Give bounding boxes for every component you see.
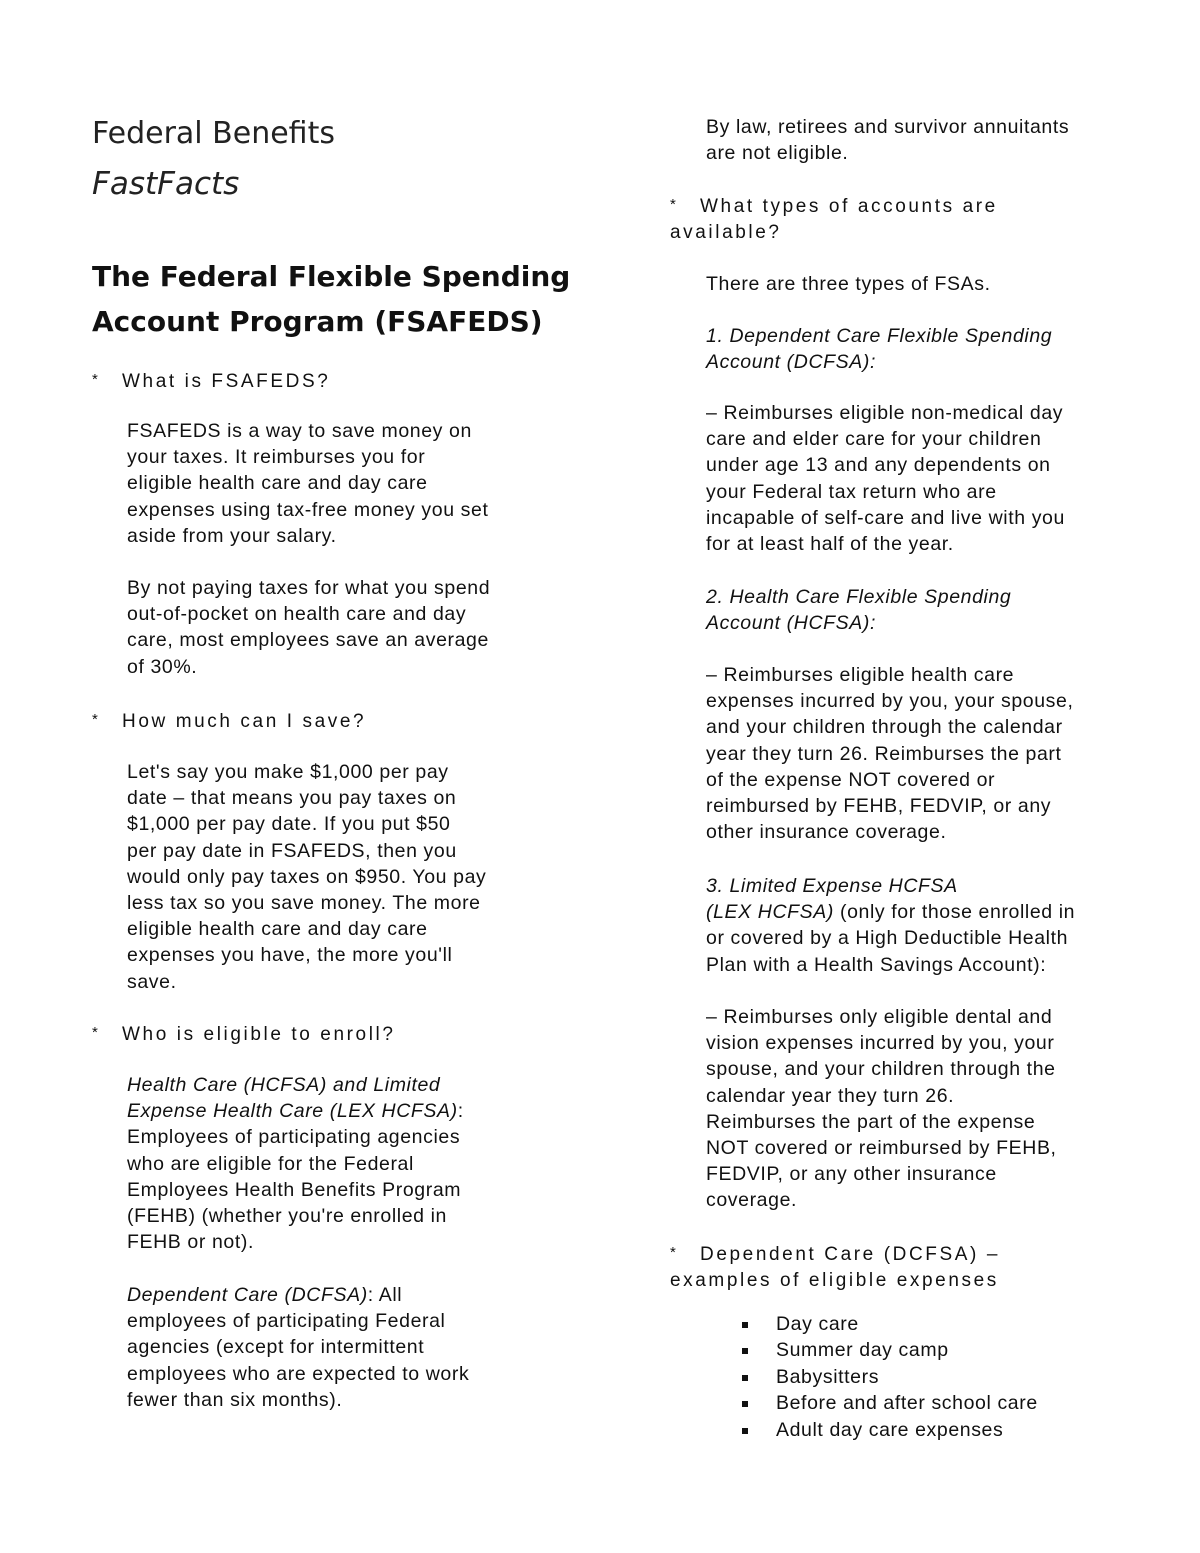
text-line: year they turn 26. Reimburses the part <box>706 742 1062 765</box>
text-line: Expense Health Care (LEX HCFSA) <box>127 1100 458 1123</box>
question-text: How much can I save? <box>122 711 367 732</box>
text-line: expenses using tax-free money you set <box>127 498 489 521</box>
text-line: By law, retirees and survivor annuitants <box>706 116 1070 138</box>
text-line: Employees of participating agencies <box>127 1126 461 1149</box>
text-line: less tax so you save money. The more <box>127 892 481 915</box>
text-line: for at least half of the year. <box>706 533 954 556</box>
text-line: or covered by a High Deductible Health <box>706 927 1069 950</box>
question-who-eligible <box>92 1020 396 1048</box>
document-title-line-2: Account Program (FSAFEDS) <box>92 305 543 338</box>
question-bullet: * <box>92 711 98 728</box>
text-line: – Reimburses eligible health care <box>706 664 1015 686</box>
text-line: of the expense NOT covered or <box>706 768 996 791</box>
text-line: Health Care (HCFSA) and Limited <box>127 1074 441 1096</box>
text-line: There are three types of FSAs. <box>706 273 991 295</box>
text-line: 1. Dependent Care Flexible Spending <box>706 325 1053 347</box>
text-line: spouse, and your children through the <box>706 1058 1056 1081</box>
heading-lex-hcfsa <box>706 873 1075 978</box>
document-title <box>92 254 570 344</box>
list-item-text: Summer day camp <box>776 1339 949 1362</box>
square-bullet-icon <box>742 1348 748 1354</box>
question-text: examples of eligible expenses <box>670 1270 999 1291</box>
eligible-expenses-list <box>740 1311 1038 1443</box>
question-bullet: * <box>670 1244 676 1261</box>
text-line: are not eligible. <box>706 142 849 165</box>
text-line: incapable of self-care and live with you <box>706 506 1065 529</box>
text-line: expenses incurred by you, your spouse, <box>706 690 1074 713</box>
text-line: FEDVIP, or any other insurance <box>706 1163 997 1186</box>
question-text: available? <box>670 222 782 243</box>
text-line: Account (HCFSA): <box>706 612 876 635</box>
list-item <box>740 1390 1038 1416</box>
text-fragment: (only for those enrolled in <box>833 901 1076 924</box>
question-text: What is FSAFEDS? <box>122 371 331 392</box>
text-fragment: Dependent Care (DCFSA) <box>127 1284 368 1306</box>
text-line: aside from your salary. <box>127 524 337 547</box>
question-text: What types of accounts are <box>700 196 998 217</box>
header-title: Federal Benefits <box>92 116 335 151</box>
question-text: Who is eligible to enroll? <box>122 1024 396 1045</box>
text-line: reimbursed by FEHB, FEDVIP, or any <box>706 795 1052 818</box>
text-line: fewer than six months). <box>127 1388 343 1411</box>
list-item <box>740 1337 1038 1363</box>
text-line: eligible health care and day care <box>127 918 428 941</box>
question-what-is-fsafeds <box>92 367 330 395</box>
text-line: coverage. <box>706 1189 798 1212</box>
text-line: employees who are expected to work <box>127 1362 470 1385</box>
text-line: vision expenses incurred by you, your <box>706 1032 1055 1055</box>
text-line: Account (DCFSA): <box>706 351 876 374</box>
document-title-line-1: The Federal Flexible Spending <box>92 260 571 293</box>
list-item <box>740 1417 1038 1443</box>
list-item-text: Babysitters <box>776 1365 880 1388</box>
paragraph-savings <box>127 575 490 680</box>
text-line: under age 13 and any dependents on <box>706 454 1051 477</box>
heading-dcfsa <box>706 323 1052 375</box>
question-bullet: * <box>670 196 676 213</box>
paragraph-lex-hcfsa-description <box>706 1004 1057 1214</box>
text-line: eligible health care and day care <box>127 472 428 495</box>
text-line: out-of-pocket on health care and day <box>127 603 467 626</box>
text-line: other insurance coverage. <box>706 821 947 844</box>
question-dcfsa-examples <box>670 1240 1000 1294</box>
question-text: Dependent Care (DCFSA) – <box>700 1244 1001 1265</box>
text-line: 3. Limited Expense HCFSA <box>706 875 958 897</box>
text-line: 2. Health Care Flexible Spending <box>706 586 1012 608</box>
heading-hcfsa <box>706 584 1011 636</box>
text-line: of 30%. <box>127 655 198 678</box>
text-line: per pay date in FSAFEDS, then you <box>127 839 457 862</box>
list-item-text: Before and after school care <box>776 1392 1038 1415</box>
square-bullet-icon <box>742 1375 748 1381</box>
question-how-much-save <box>92 707 366 735</box>
question-bullet: * <box>92 371 98 388</box>
text-line: (FEHB) (whether you're enrolled in <box>127 1205 447 1228</box>
text-line: – Reimburses eligible non-medical day <box>706 402 1064 424</box>
text-line: care and elder care for your children <box>706 428 1042 451</box>
text-fragment: : All <box>367 1284 403 1306</box>
text-line: your taxes. It reimburses you for <box>127 446 426 469</box>
list-item <box>740 1364 1038 1390</box>
paragraph-savings-example <box>127 759 486 995</box>
question-bullet: * <box>92 1024 98 1041</box>
list-item-text: Day care <box>776 1313 859 1335</box>
text-line: NOT covered or reimbursed by FEHB, <box>706 1137 1057 1160</box>
text-line: FSAFEDS is a way to save money on <box>127 420 472 442</box>
text-line: By not paying taxes for what you spend <box>127 577 491 599</box>
text-line: Employees Health Benefits Program <box>127 1178 462 1201</box>
paragraph-three-types <box>706 271 991 297</box>
square-bullet-icon <box>742 1401 748 1407</box>
text-line: would only pay taxes on $950. You pay <box>127 865 487 888</box>
text-line: who are eligible for the Federal <box>127 1152 414 1175</box>
text-line: and your children through the calendar <box>706 716 1063 739</box>
paragraph-retirees-not-eligible <box>706 114 1069 166</box>
square-bullet-icon <box>742 1428 748 1434</box>
paragraph-dependent-care-eligibility <box>127 1282 469 1413</box>
text-line: care, most employees save an average <box>127 629 489 652</box>
text-line: agencies (except for intermittent <box>127 1336 425 1359</box>
text-fragment: : <box>457 1100 464 1123</box>
text-line: calendar year they turn 26. <box>706 1084 955 1107</box>
paragraph-dcfsa-description <box>706 400 1065 557</box>
paragraph-hcfsa-description <box>706 662 1074 845</box>
text-line: – Reimburses only eligible dental and <box>706 1006 1053 1028</box>
text-line: Reimburses the part of the expense <box>706 1110 1036 1133</box>
list-item-text: Adult day care expenses <box>776 1418 1004 1441</box>
list-item <box>740 1311 1038 1337</box>
header-subtitle: FastFacts <box>92 166 240 202</box>
square-bullet-icon <box>742 1322 748 1328</box>
paragraph-health-care-eligibility <box>127 1072 464 1255</box>
paragraph-fsafeds-definition <box>127 418 488 549</box>
text-line: save. <box>127 970 177 993</box>
text-line: date – that means you pay taxes on <box>127 787 457 810</box>
text-line: expenses you have, the more you'll <box>127 944 453 967</box>
text-line: FEHB or not). <box>127 1231 254 1254</box>
text-line: Plan with a Health Savings Account): <box>706 953 1047 976</box>
text-line: Let's say you make $1,000 per pay <box>127 761 449 783</box>
text-line: $1,000 per pay date. If you put $50 <box>127 813 451 836</box>
text-line: your Federal tax return who are <box>706 480 997 503</box>
text-line: employees of participating Federal <box>127 1310 446 1333</box>
text-fragment: (LEX HCFSA) <box>706 901 834 924</box>
question-account-types <box>670 192 998 246</box>
